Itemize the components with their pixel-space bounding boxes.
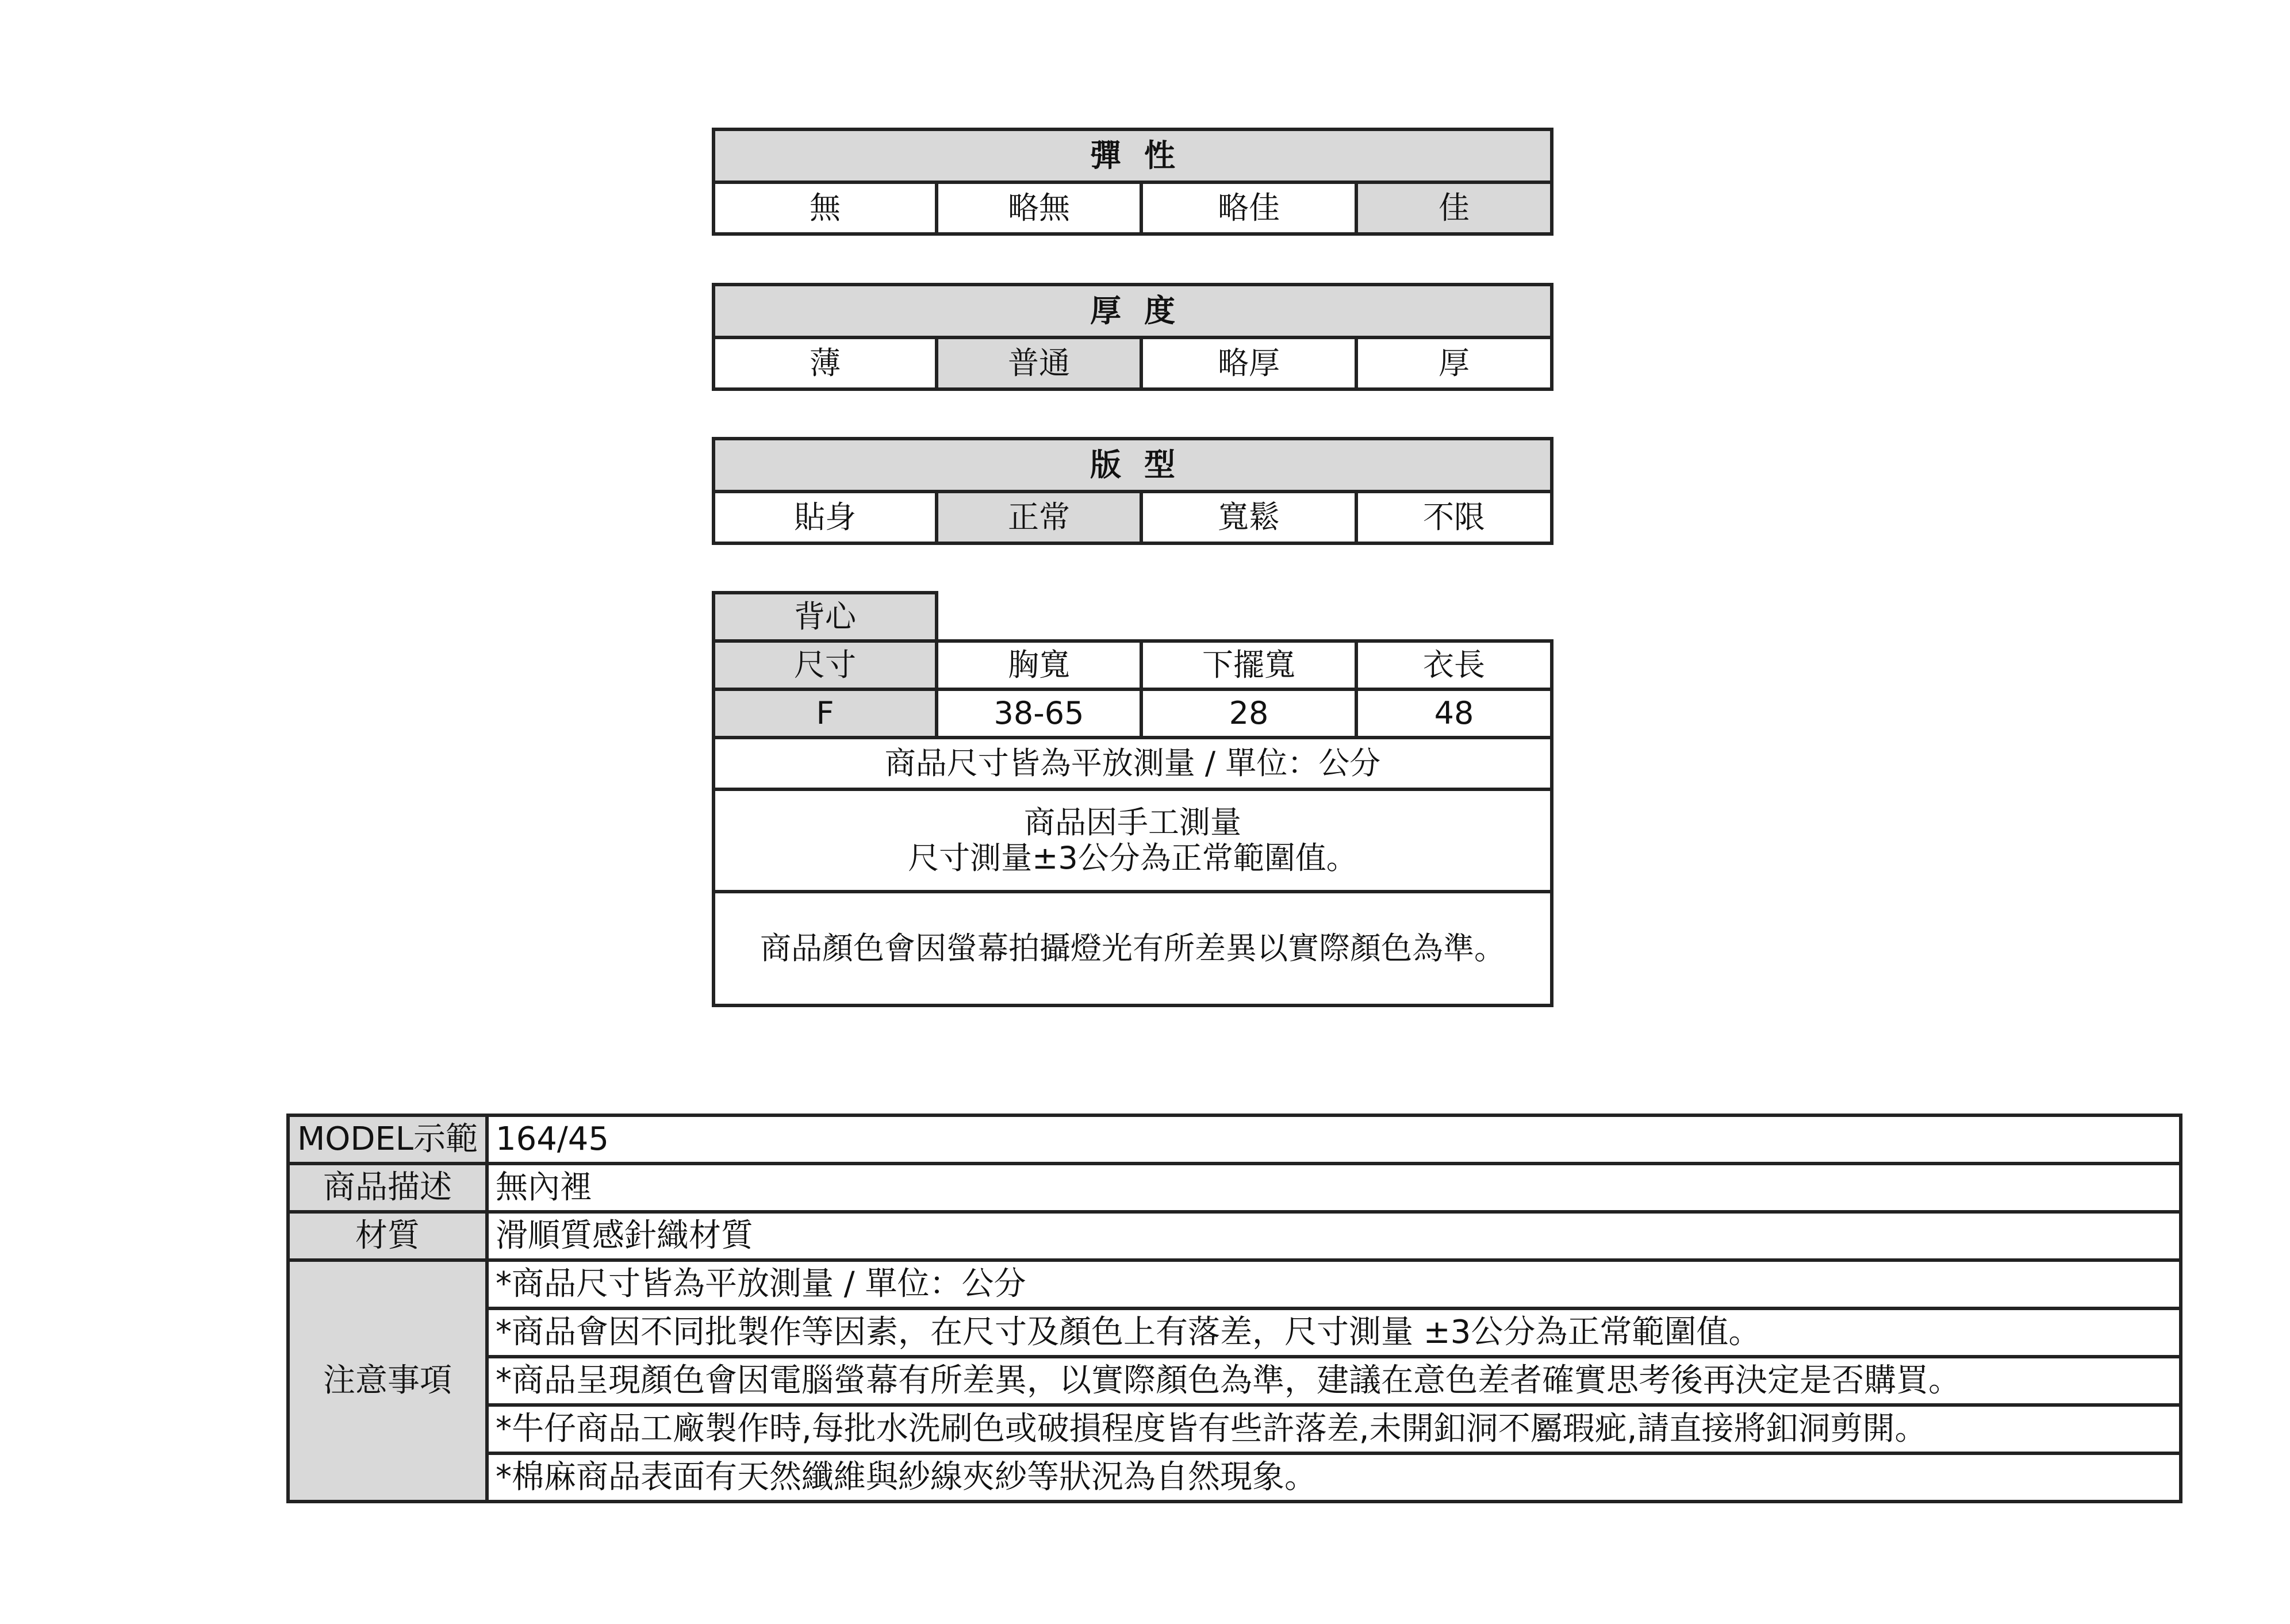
size-table — [712, 591, 1553, 1007]
elasticity-option-selected: 佳 — [1356, 182, 1552, 234]
size-cell: 28 — [1141, 689, 1356, 738]
size-note-manual-line1: 商品因手工測量 — [1024, 804, 1241, 840]
size-category: 背心 — [714, 593, 937, 641]
desc-value: 無內裡 — [487, 1164, 2181, 1212]
fit-option: 不限 — [1356, 492, 1552, 543]
size-cell: 38-65 — [937, 689, 1141, 738]
size-cell: F — [714, 689, 937, 738]
thickness-option: 略厚 — [1141, 337, 1356, 389]
elasticity-title: 彈性 — [714, 129, 1552, 182]
thickness-option: 厚 — [1356, 337, 1552, 389]
material-value: 滑順質感針織材質 — [487, 1212, 2181, 1260]
elasticity-table — [712, 128, 1553, 236]
note-item: *牛仔商品工廠製作時,每批水洗刷色或破損程度皆有些許落差,未開釦洞不屬瑕疵,請直接將釦洞剪開。 — [487, 1405, 2181, 1453]
size-header: 下擺寬 — [1141, 641, 1356, 689]
material-label: 材質 — [288, 1212, 487, 1260]
desc-label: 商品描述 — [288, 1164, 487, 1212]
thickness-option: 薄 — [714, 337, 937, 389]
notes-label: 注意事項 — [288, 1260, 487, 1502]
elasticity-option: 無 — [714, 182, 937, 234]
note-item: *商品呈現顏色會因電腦螢幕有所差異，以實際顏色為準，建議在意色差者確實思考後再決定是否購買。 — [487, 1357, 2181, 1405]
size-cell: 48 — [1356, 689, 1552, 738]
model-label: MODEL示範 — [288, 1115, 487, 1164]
elasticity-option: 略無 — [937, 182, 1141, 234]
size-note-flat: 商品尺寸皆為平放測量 / 單位：公分 — [714, 738, 1552, 789]
model-value: 164/45 — [487, 1115, 2181, 1164]
thickness-title: 厚度 — [714, 285, 1552, 337]
elasticity-option: 略佳 — [1141, 182, 1356, 234]
fit-table — [712, 437, 1553, 545]
note-item: *棉麻商品表面有天然纖維與紗線夾紗等狀況為自然現象。 — [487, 1453, 2181, 1502]
fit-option-selected: 正常 — [937, 492, 1141, 543]
fit-option: 貼身 — [714, 492, 937, 543]
size-header: 尺寸 — [714, 641, 937, 689]
size-note-manual-line2: 尺寸測量±3公分為正常範圍值。 — [908, 840, 1357, 876]
info-table — [286, 1114, 2182, 1503]
thickness-option-selected: 普通 — [937, 337, 1141, 389]
size-note-manual — [714, 789, 1552, 892]
note-item: *商品尺寸皆為平放測量 / 單位：公分 — [487, 1260, 2181, 1308]
thickness-table — [712, 283, 1553, 391]
size-category-spacer — [937, 593, 1552, 641]
size-note-color: 商品顏色會因螢幕拍攝燈光有所差異以實際顏色為準。 — [714, 892, 1552, 1005]
size-header: 胸寬 — [937, 641, 1141, 689]
size-header: 衣長 — [1356, 641, 1552, 689]
fit-option: 寬鬆 — [1141, 492, 1356, 543]
fit-title: 版型 — [714, 439, 1552, 492]
note-item: *商品會因不同批製作等因素，在尺寸及顏色上有落差，尺寸測量 ±3公分為正常範圍值。 — [487, 1308, 2181, 1357]
